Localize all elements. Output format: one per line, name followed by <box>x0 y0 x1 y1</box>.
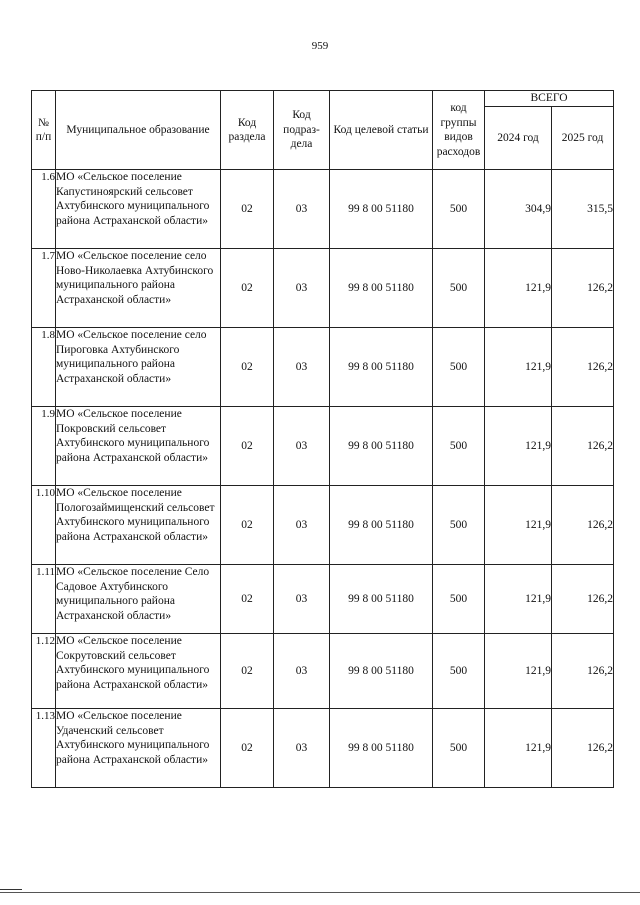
section-code: 02 <box>221 407 274 486</box>
expense-group-code: 500 <box>433 249 485 328</box>
table-row <box>32 634 614 709</box>
header-target-code: Код целевой статьи <box>330 91 433 170</box>
amount-2024: 121,9 <box>485 486 552 565</box>
municipality-name: МО «Сельское поселение Удаченский сельсовет Ахтубинского муниципального района Астраханской области» <box>56 709 221 788</box>
municipality-name: МО «Сельское поселение Капустиноярский сельсовет Ахтубинского муниципального района Астраханской области» <box>56 170 221 249</box>
expense-group-code: 500 <box>433 565 485 634</box>
table-row <box>32 249 614 328</box>
footer-divider <box>0 892 640 893</box>
table-row <box>32 486 614 565</box>
target-code: 99 8 00 51180 <box>330 634 433 709</box>
amount-2024: 121,9 <box>485 407 552 486</box>
subsection-code: 03 <box>274 328 330 407</box>
header-municipality: Муниципальное образование <box>56 91 221 170</box>
budget-table <box>31 90 614 788</box>
section-code: 02 <box>221 486 274 565</box>
amount-2025: 126,2 <box>552 634 614 709</box>
subsection-code: 03 <box>274 170 330 249</box>
row-number: 1.8 <box>32 328 56 407</box>
municipality-name: МО «Сельское поселение Село Садовое Ахтубинского муниципального района Астраханской области» <box>56 565 221 634</box>
section-code: 02 <box>221 634 274 709</box>
header-year-2024: 2024 год <box>485 107 552 170</box>
subsection-code: 03 <box>274 486 330 565</box>
expense-group-code: 500 <box>433 328 485 407</box>
expense-group-code: 500 <box>433 709 485 788</box>
table-row <box>32 407 614 486</box>
row-number: 1.10 <box>32 486 56 565</box>
target-code: 99 8 00 51180 <box>330 486 433 565</box>
target-code: 99 8 00 51180 <box>330 249 433 328</box>
subsection-code: 03 <box>274 709 330 788</box>
amount-2025: 315,5 <box>552 170 614 249</box>
header-total: ВСЕГО <box>485 91 614 107</box>
section-code: 02 <box>221 170 274 249</box>
expense-group-code: 500 <box>433 486 485 565</box>
subsection-code: 03 <box>274 634 330 709</box>
amount-2025: 126,2 <box>552 328 614 407</box>
header-num: № п/п <box>32 91 56 170</box>
target-code: 99 8 00 51180 <box>330 170 433 249</box>
header-subsection-code: Код подраз- дела <box>274 91 330 170</box>
header-year-2025: 2025 год <box>552 107 614 170</box>
target-code: 99 8 00 51180 <box>330 407 433 486</box>
municipality-name: МО «Сельское поселение село Пироговка Ахтубинского муниципального района Астраханской области» <box>56 328 221 407</box>
subsection-code: 03 <box>274 249 330 328</box>
target-code: 99 8 00 51180 <box>330 328 433 407</box>
expense-group-code: 500 <box>433 634 485 709</box>
municipality-name: МО «Сельское поселение село Ново-Николаевка Ахтубинского муниципального района Астраханской области» <box>56 249 221 328</box>
footer-mark <box>0 889 22 890</box>
section-code: 02 <box>221 328 274 407</box>
table-row <box>32 709 614 788</box>
row-number: 1.11 <box>32 565 56 634</box>
expense-group-code: 500 <box>433 407 485 486</box>
expense-group-code: 500 <box>433 170 485 249</box>
amount-2024: 121,9 <box>485 634 552 709</box>
row-number: 1.9 <box>32 407 56 486</box>
amount-2024: 121,9 <box>485 328 552 407</box>
row-number: 1.13 <box>32 709 56 788</box>
amount-2025: 126,2 <box>552 486 614 565</box>
header-expense-group: код группы видов расходов <box>433 91 485 170</box>
target-code: 99 8 00 51180 <box>330 565 433 634</box>
section-code: 02 <box>221 709 274 788</box>
subsection-code: 03 <box>274 407 330 486</box>
amount-2024: 121,9 <box>485 565 552 634</box>
municipality-name: МО «Сельское поселение Пологозаймищенский сельсовет Ахтубинского муниципального района Астраханской области» <box>56 486 221 565</box>
municipality-name: МО «Сельское поселение Сокрутовский сельсовет Ахтубинского муниципального района Астраханской области» <box>56 634 221 709</box>
municipality-name: МО «Сельское поселение Покровский сельсовет Ахтубинского муниципального района Астраханской области» <box>56 407 221 486</box>
page-number: 959 <box>311 40 329 52</box>
row-number: 1.12 <box>32 634 56 709</box>
section-code: 02 <box>221 249 274 328</box>
section-code: 02 <box>221 565 274 634</box>
amount-2025: 126,2 <box>552 407 614 486</box>
table-row <box>32 170 614 249</box>
row-number: 1.6 <box>32 170 56 249</box>
amount-2025: 126,2 <box>552 565 614 634</box>
table-row <box>32 328 614 407</box>
table-row <box>32 565 614 634</box>
subsection-code: 03 <box>274 565 330 634</box>
amount-2024: 121,9 <box>485 709 552 788</box>
header-section-code: Код раздела <box>221 91 274 170</box>
target-code: 99 8 00 51180 <box>330 709 433 788</box>
amount-2024: 121,9 <box>485 249 552 328</box>
row-number: 1.7 <box>32 249 56 328</box>
amount-2025: 126,2 <box>552 709 614 788</box>
amount-2025: 126,2 <box>552 249 614 328</box>
amount-2024: 304,9 <box>485 170 552 249</box>
